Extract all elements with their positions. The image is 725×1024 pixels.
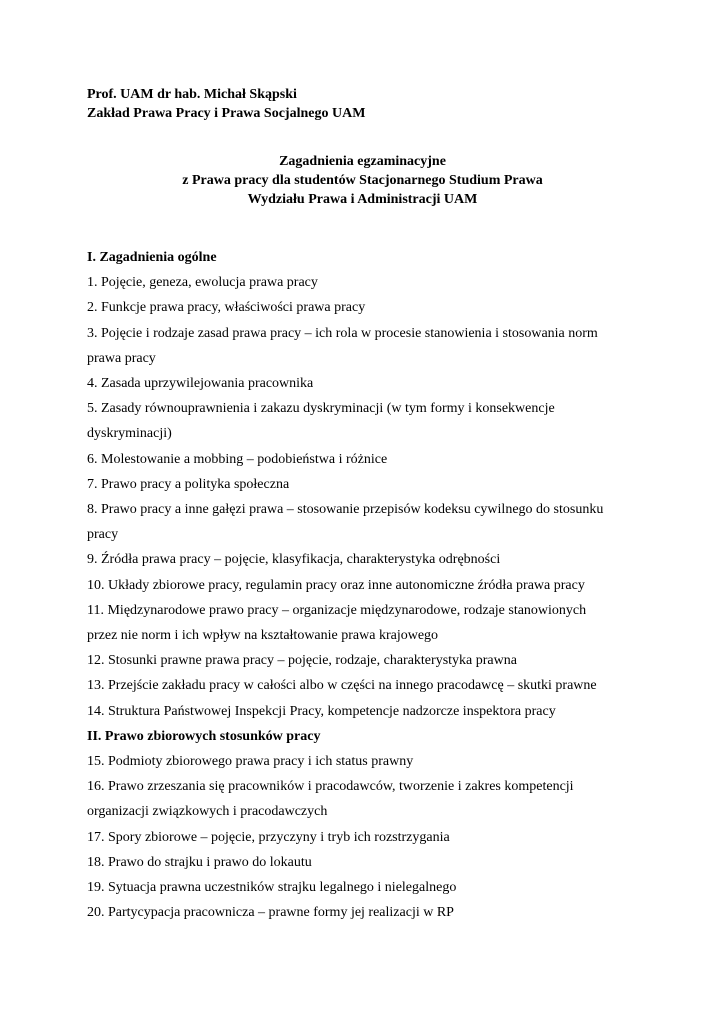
list-item: 1. Pojęcie, geneza, ewolucja prawa pracy: [87, 275, 318, 291]
document-title: [0, 152, 725, 209]
title-line-2: z Prawa pracy dla studentów Stacjonarnego Studium Prawa: [182, 173, 543, 188]
author-block: [87, 85, 365, 123]
list-item: 14. Struktura Państwowej Inspekcji Pracy, kompetencje nadzorcze inspektora pracy: [87, 703, 556, 719]
section-heading-collective: II. Prawo zbiorowych stosunków pracy: [87, 728, 321, 744]
list-item: dyskryminacji): [87, 426, 172, 442]
list-item: 2. Funkcje prawa pracy, właściwości prawa pracy: [87, 300, 366, 316]
list-item: pracy: [87, 527, 119, 543]
list-item: 3. Pojęcie i rodzaje zasad prawa pracy – ich rola w procesie stanowienia i stosowania norm: [87, 325, 598, 341]
list-item: prawa pracy: [87, 350, 156, 366]
list-item: 5. Zasady równouprawnienia i zakazu dyskryminacji (w tym formy i konsekwencje: [87, 401, 555, 417]
list-item: 17. Spory zbiorowe – pojęcie, przyczyny i tryb ich rozstrzygania: [87, 829, 450, 845]
list-item: 9. Źródła prawa pracy – pojęcie, klasyfikacja, charakterystyka odrębności: [87, 552, 501, 568]
list-item: 8. Prawo pracy a inne gałęzi prawa – stosowanie przepisów kodeksu cywilnego do stosunku: [87, 502, 604, 518]
department-line: Zakład Prawa Pracy i Prawa Socjalnego UAM: [87, 106, 366, 121]
title-line-1: Zagadnienia egzaminacyjne: [279, 154, 446, 169]
list-item: 16. Prawo zrzeszania się pracowników i pracodawców, tworzenie i zakres kompetencji: [87, 779, 574, 795]
title-line-3: Wydziału Prawa i Administracji UAM: [247, 192, 478, 207]
list-item: 10. Układy zbiorowe pracy, regulamin pracy oraz inne autonomiczne źródła prawa pracy: [87, 577, 585, 593]
section-heading-general: I. Zagadnienia ogólne: [87, 250, 217, 265]
list-item: 12. Stosunki prawne prawa pracy – pojęcie, rodzaje, charakterystyka prawna: [87, 653, 517, 669]
list-item: przez nie norm i ich wpływ na kształtowanie prawa krajowego: [87, 628, 439, 644]
list-item: 7. Prawo pracy a polityka społeczna: [87, 476, 290, 492]
list-item: 13. Przejście zakładu pracy w całości albo w części na innego pracodawcę – skutki prawne: [87, 678, 597, 694]
topics-list: [87, 245, 647, 925]
list-item: 4. Zasada uprzywilejowania pracownika: [87, 376, 314, 392]
list-item: 20. Partycypacja pracownicza – prawne formy jej realizacji w RP: [87, 905, 454, 921]
author-line: Prof. UAM dr hab. Michał Skąpski: [87, 87, 297, 102]
list-item: 6. Molestowanie a mobbing – podobieństwa i różnice: [87, 451, 388, 467]
list-item: 18. Prawo do strajku i prawo do lokautu: [87, 854, 312, 870]
list-item: 11. Międzynarodowe prawo pracy – organizacje międzynarodowe, rodzaje stanowionych: [87, 602, 587, 618]
list-item: 19. Sytuacja prawna uczestników strajku legalnego i nielegalnego: [87, 880, 457, 896]
list-item: organizacji związkowych i pracodawczych: [87, 804, 328, 820]
list-item: 15. Podmioty zbiorowego prawa pracy i ich status prawny: [87, 754, 414, 770]
